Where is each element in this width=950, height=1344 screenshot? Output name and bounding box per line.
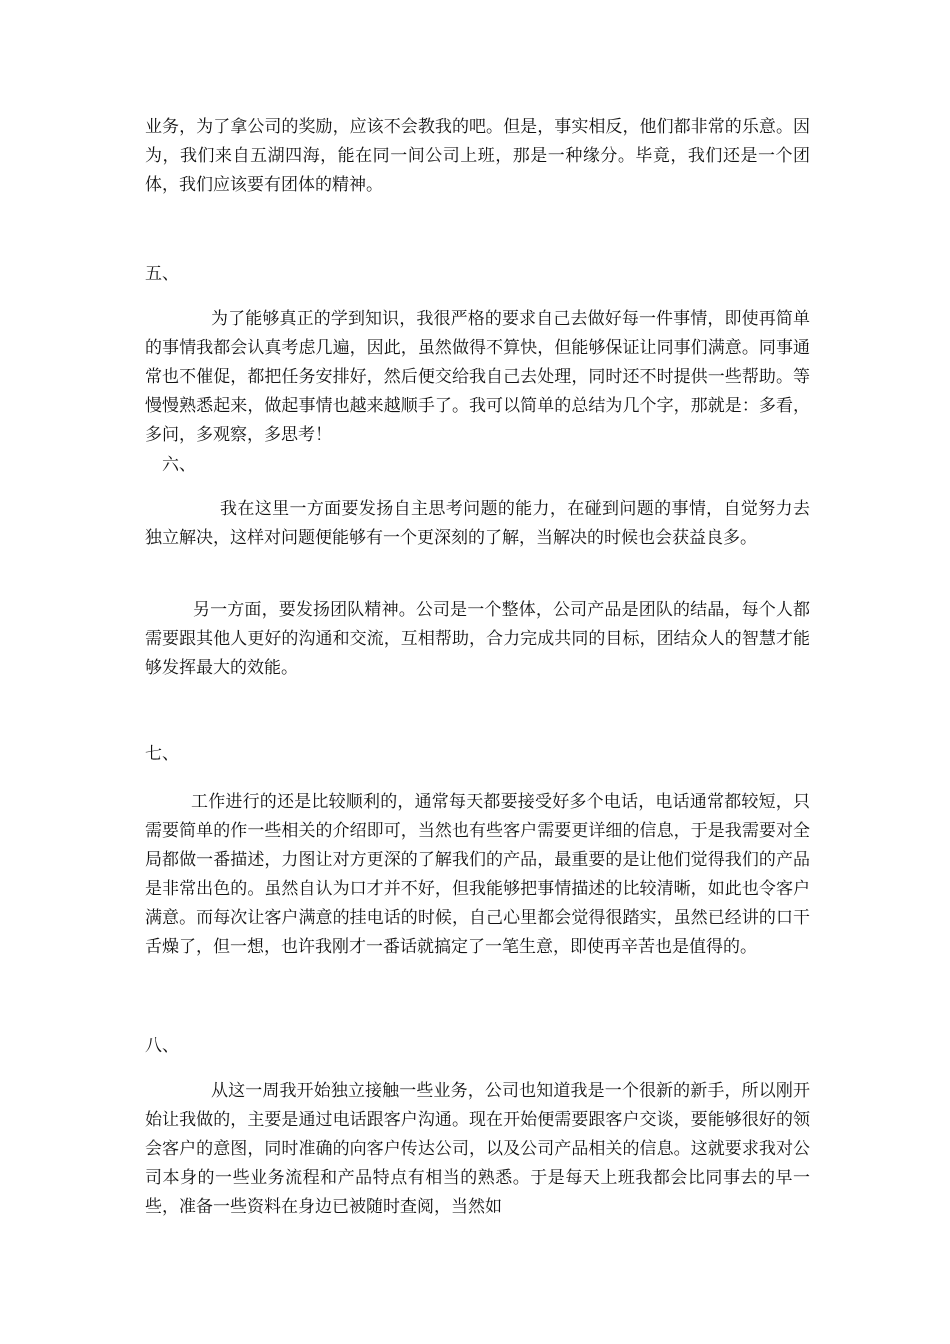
section-heading-6: 六、 [162,455,196,475]
section-7-paragraph: 工作进行的还是比较顺利的，通常每天都要接受好多个电话，电话通常都较短，只需要简单的作一些相关的介绍即可，当然也有些客户需要更详细的信息，于是我需要对全局都做一番描述，力图让对方更深的了解我们的产品，最重要的是让他们觉得我们的产品是非常出色的。虽然自认为口才并不好，但我能够把事情描述的比较清晰，如此也令客户满意。而每次让客户满意的挂电话的时候，自己心里都会觉得很踏实，虽然已经讲的口干舌燥了，但一想，也许我刚才一番话就搞定了一笔生意，即使再辛苦也是值得的。 [145,792,810,957]
section-8-paragraph: 从这一周我开始独立接触一些业务，公司也知道我是一个很新的新手，所以刚开始让我做的，主要是通过电话跟客户沟通。现在开始便需要跟客户交谈，要能够很好的领会客户的意图，同时准确的向客户传达公司，以及公司产品相关的信息。这就要求我对公司本身的一些业务流程和产品特点有相当的熟悉。于是每天上班我都会比同事去的早一些，准备一些资料在身边已被随时查阅，当然如 [145,1081,810,1217]
section-5-paragraph: 为了能够真正的学到知识，我很严格的要求自己去做好每一件事情，即使再简单的事情我都会认真考虑几遍，因此，虽然做得不算快，但能够保证让同事们满意。同事通常也不催促，都把任务安排好，然后便交给我自己去处理，同时还不时提供一些帮助。等慢慢熟悉起来，做起事情也越来越顺手了。我可以简单的总结为几个字，那就是：多看，多问，多观察，多思考！ [145,309,810,445]
section-6-paragraph-1: 我在这里一方面要发扬自主思考问题的能力，在碰到问题的事情，自觉努力去独立解决，这样对问题便能够有一个更深刻的了解，当解决的时候也会获益良多。 [145,499,810,548]
section-heading-7: 七、 [145,744,179,764]
paragraph-continuation: 业务，为了拿公司的奖励，应该不会教我的吧。但是，事实相反，他们都非常的乐意。因为，我们来自五湖四海，能在同一间公司上班，那是一种缘分。毕竟，我们还是一个团体，我们应该要有团体的精神。 [145,117,810,195]
section-heading-8: 八、 [145,1036,179,1056]
section-6-paragraph-2: 另一方面，要发扬团队精神。公司是一个整体，公司产品是团队的结晶，每个人都需要跟其他人更好的沟通和交流，互相帮助，合力完成共同的目标，团结众人的智慧才能够发挥最大的效能。 [145,600,810,678]
section-heading-5: 五、 [145,264,179,284]
